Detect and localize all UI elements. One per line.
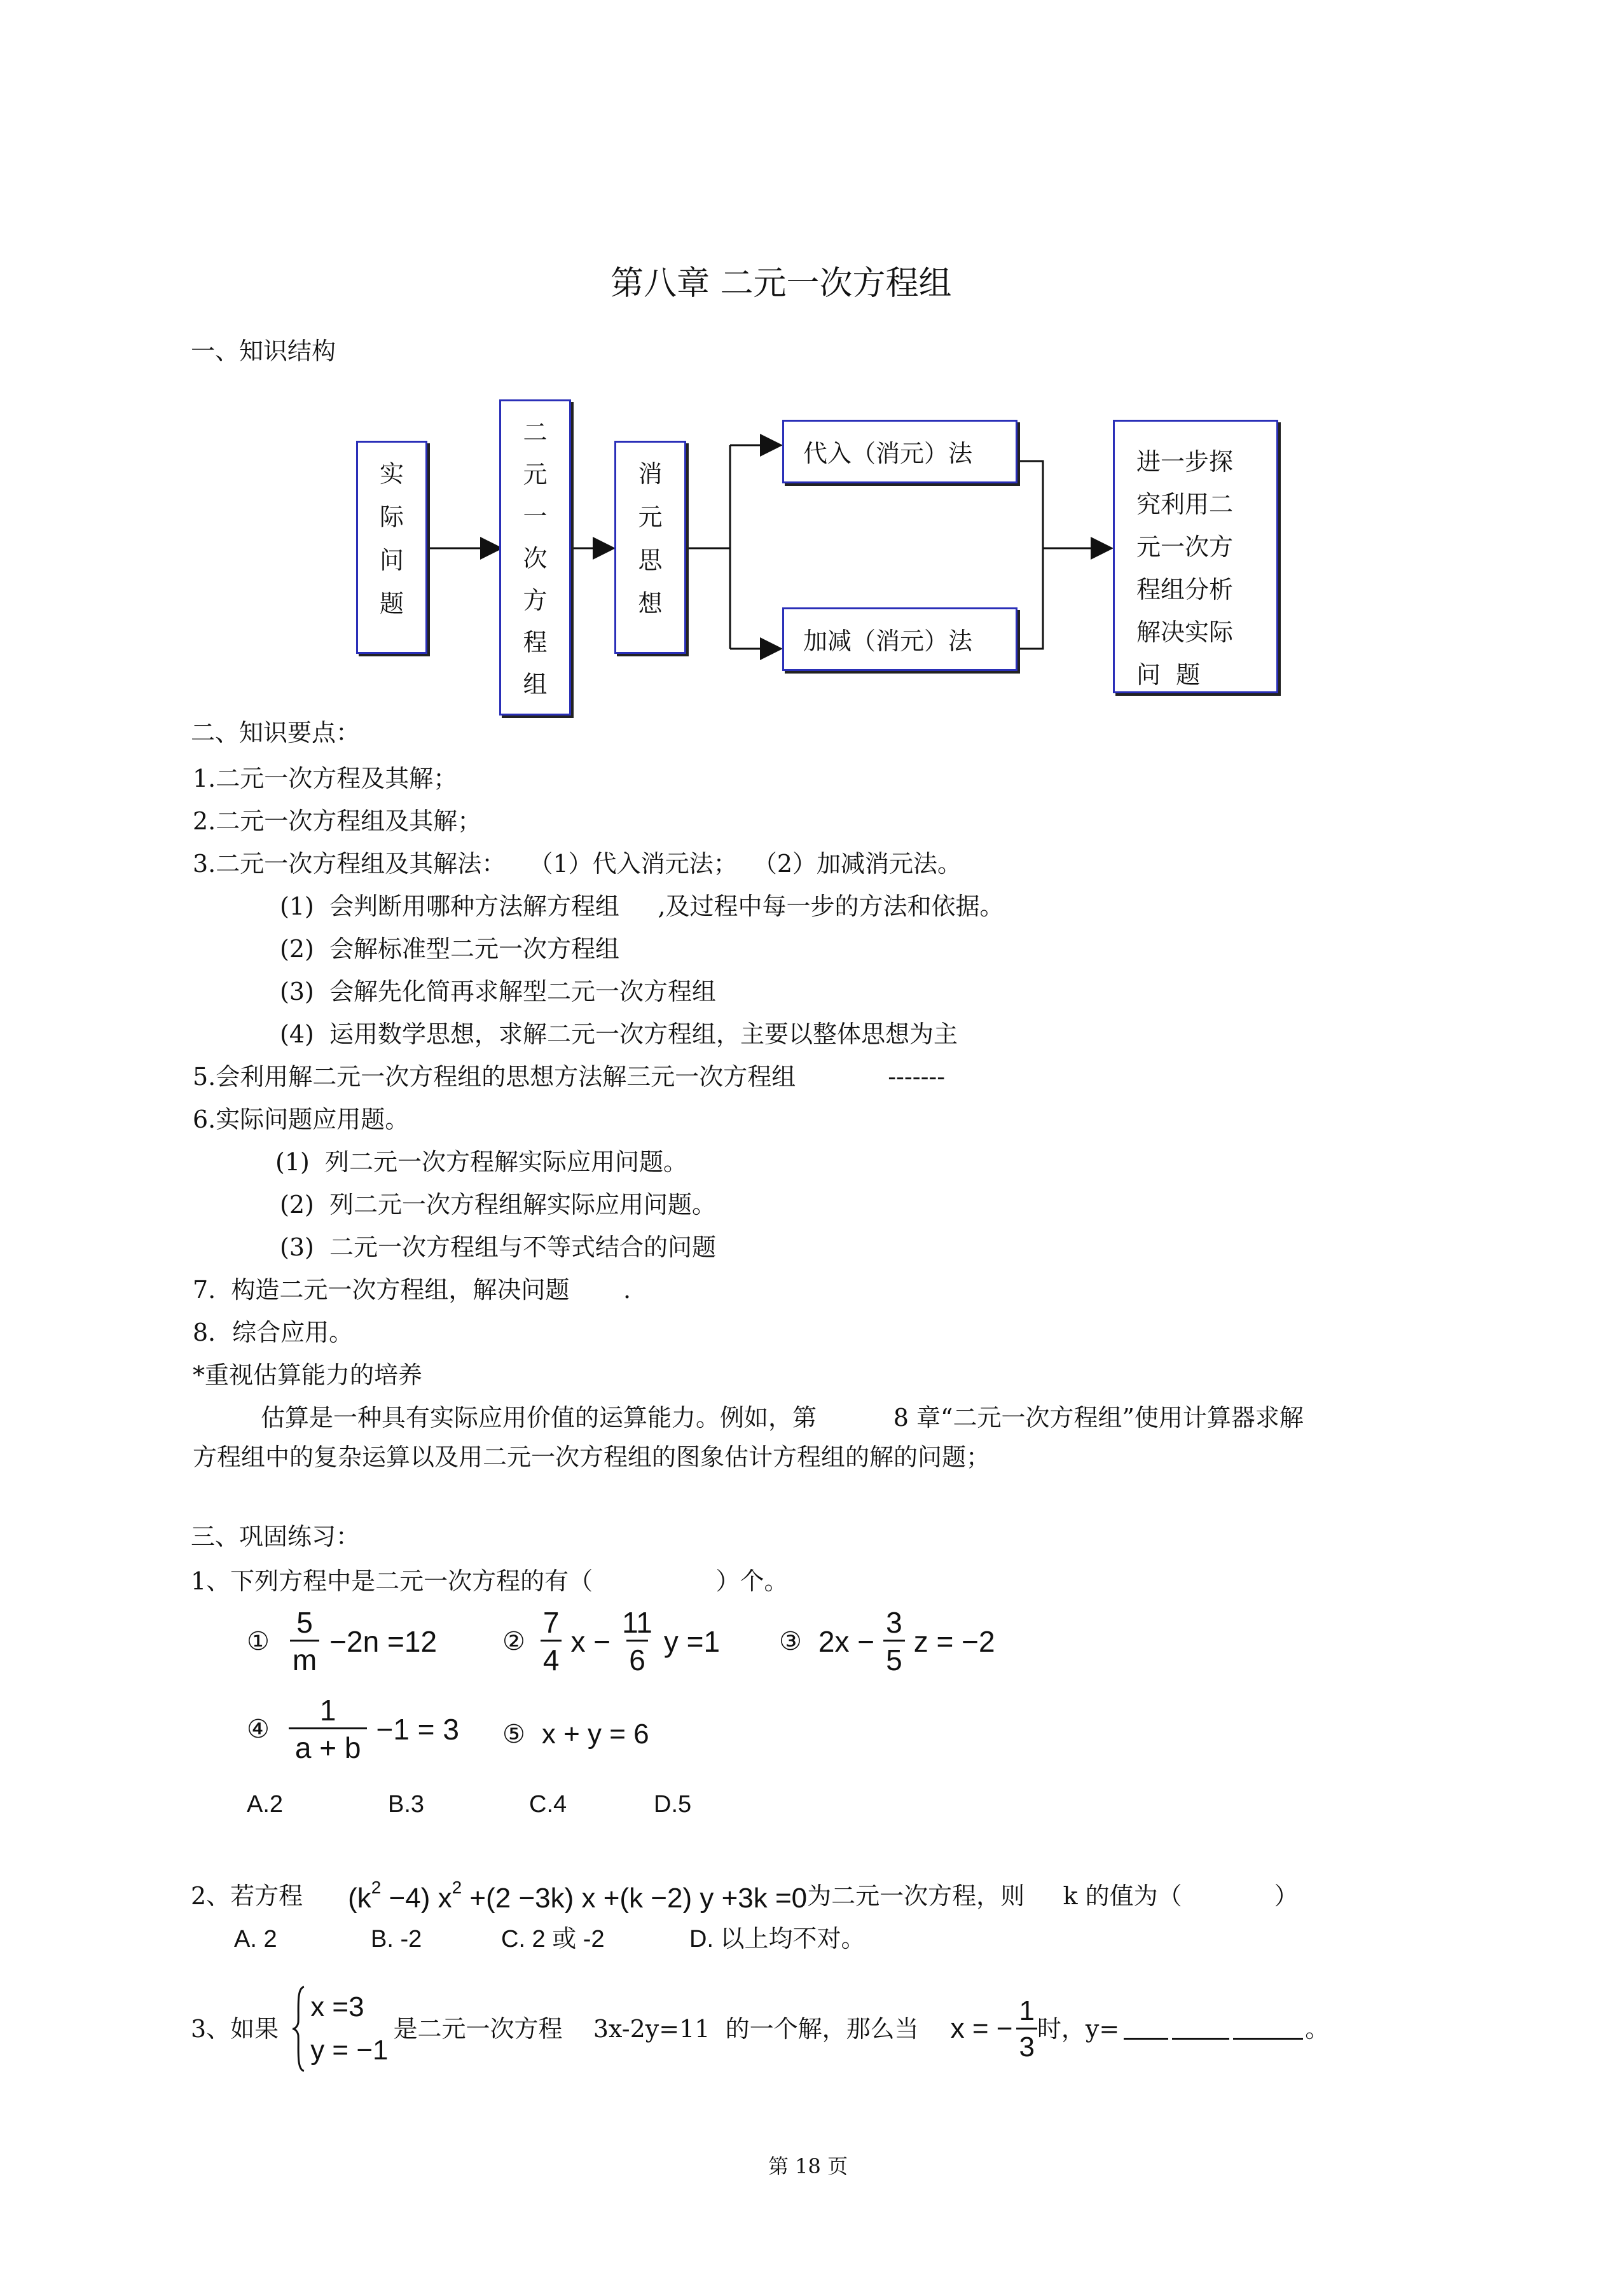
question-2-tail: 为二元一次方程，则 k 的值为（ ） <box>807 1881 1299 1910</box>
key-point-subitem: (3) 会解先化简再求解型二元一次方程组 <box>280 978 716 1006</box>
box-real-problem-char: 实 <box>379 460 404 488</box>
denominator: a + b <box>289 1727 368 1762</box>
key-point-subitem: (1) 列二元一次方程解实际应用问题。 <box>275 1148 687 1176</box>
key-point-subitem: (2) 会解标准型二元一次方程组 <box>280 935 619 963</box>
box-equation-system-char: 一 <box>523 502 548 530</box>
system-row: x =3 <box>310 1991 364 2023</box>
box-substitution-label: 代入（消元）法 <box>803 439 973 467</box>
denominator: 5 <box>883 1640 905 1675</box>
q1-equation-2 <box>502 1608 720 1675</box>
box-equation-system <box>499 399 571 716</box>
circled-number: ② <box>502 1627 525 1656</box>
q1-equation-5 <box>502 1720 649 1748</box>
option-c: C. 2 或 -2 <box>501 1926 605 1953</box>
box-further-study <box>1113 420 1278 693</box>
box-equation-system-char: 元 <box>523 460 548 488</box>
option-c: C.4 <box>529 1791 567 1818</box>
circled-number: ⑤ <box>502 1720 525 1748</box>
section-heading-structure: 一、知识结构 <box>191 337 336 365</box>
equation-tail: y =1 <box>663 1624 721 1658</box>
eq-part: (k <box>348 1883 371 1914</box>
box-equation-system-char: 程 <box>523 628 548 656</box>
numerator: 1 <box>319 1694 336 1727</box>
question-3-tail: 时，y= <box>1037 2015 1120 2043</box>
key-point-item: 6.实际问题应用题。 <box>193 1105 410 1133</box>
denominator: 4 <box>541 1640 562 1675</box>
box-elimination-idea-char: 消 <box>638 460 663 488</box>
numerator: 11 <box>622 1606 652 1639</box>
box-elimination-idea <box>614 441 686 654</box>
circled-number: ③ <box>779 1627 802 1656</box>
q1-equation-4 <box>247 1696 459 1762</box>
question-3-end: 。 <box>1305 2015 1330 2043</box>
box-substitution-method <box>782 420 1017 483</box>
option-d: D. 以上均不对。 <box>689 1926 866 1953</box>
denominator: 6 <box>626 1640 648 1675</box>
q1-equation-3 <box>779 1608 995 1675</box>
equation-text: x + y = 6 <box>541 1719 649 1750</box>
box-further-line: 进一步探 <box>1136 448 1234 476</box>
question-3 <box>191 1978 1329 2080</box>
option-b: B.3 <box>388 1791 425 1818</box>
key-point-subitem: (3) 二元一次方程组与不等式结合的问题 <box>280 1233 716 1261</box>
box-equation-system-char: 二 <box>523 418 548 446</box>
section-heading-key-points: 二、知识要点： <box>191 719 361 747</box>
denominator: 3 <box>1016 2028 1037 2061</box>
box-further-line: 程组分析 <box>1136 576 1234 604</box>
key-point-item: 7. 构造二元一次方程组，解决问题 . <box>193 1276 631 1304</box>
question-1-stem: 1、下列方程中是二元一次方程的有（ ）个。 <box>191 1567 789 1595</box>
equation-tail: z = −2 <box>913 1624 995 1658</box>
x-value-prefix: x = − <box>950 2013 1013 2044</box>
box-further-line: 问 题 <box>1136 661 1201 689</box>
box-further-line: 解决实际 <box>1136 618 1234 646</box>
question-2-label: 2、若方程 <box>191 1881 303 1910</box>
box-equation-system-char: 次 <box>523 544 548 572</box>
box-further-line: 究利用二 <box>1136 490 1234 518</box>
box-further-line: 元一次方 <box>1136 533 1234 561</box>
numerator: 5 <box>296 1606 313 1639</box>
numerator: 3 <box>886 1606 902 1639</box>
blank-line <box>1233 2019 1303 2040</box>
option-a: A. 2 <box>234 1926 277 1953</box>
system-rows <box>310 1993 388 2064</box>
merge-bracket <box>1017 461 1043 649</box>
denominator: m <box>290 1640 319 1675</box>
page-title: 第八章 二元一次方程组 <box>610 265 952 303</box>
box-equation-system-char: 方 <box>523 586 548 614</box>
key-point-item: 1.二元一次方程及其解； <box>193 764 458 792</box>
equation-head: 2x − <box>818 1624 875 1658</box>
fraction <box>619 1608 655 1675</box>
x-value <box>951 1997 1037 2061</box>
exponent: 2 <box>371 1878 382 1897</box>
box-elimination-idea-char: 思 <box>638 546 663 574</box>
eq-part: +(2 −3k) x +(k −2) y +3k =0 <box>462 1883 808 1914</box>
blank-line <box>1124 2019 1168 2040</box>
question-3-label: 3、如果 <box>191 2015 279 2043</box>
key-point-item: 5.会利用解二元一次方程组的思想方法解三元一次方程组 ------- <box>193 1063 946 1091</box>
key-point-item: *重视估算能力的培养 <box>193 1361 423 1389</box>
numerator: 7 <box>542 1606 560 1639</box>
fraction <box>883 1608 905 1675</box>
key-point-item: 8．综合应用。 <box>193 1318 354 1346</box>
key-point-subitem: (4) 运用数学思想，求解二元一次方程组，主要以整体思想为主 <box>280 1020 958 1048</box>
box-elimination-idea-char: 想 <box>638 590 663 618</box>
option-a: A.2 <box>247 1791 284 1818</box>
circled-number: ① <box>247 1627 270 1656</box>
fraction <box>541 1608 562 1675</box>
key-point-item: 3.二元一次方程组及其解法： （1）代入消元法； （2）加减消元法。 <box>193 850 962 878</box>
question-3-middle: 是二元一次方程 3x-2y=11 的一个解，那么当 <box>393 2015 919 2043</box>
fraction <box>290 1608 319 1675</box>
option-b: B. -2 <box>371 1926 422 1953</box>
curly-brace-icon <box>291 1984 307 2073</box>
key-point-item: 2.二元一次方程组及其解； <box>193 807 482 835</box>
equation-tail: −1 = 3 <box>376 1712 459 1746</box>
fraction <box>1016 1997 1037 2061</box>
box-real-problem-char: 题 <box>379 590 404 618</box>
box-real-problem-char: 问 <box>379 546 404 574</box>
equation-system <box>291 1984 388 2073</box>
exponent: 2 <box>452 1878 462 1897</box>
blank-line <box>1172 2019 1229 2040</box>
circled-number: ④ <box>247 1715 270 1743</box>
eq-part: −4) x <box>381 1883 452 1914</box>
page-number: 第 18 页 <box>768 2154 848 2178</box>
key-point-paragraph: 方程组中的复杂运算以及用二元一次方程组的图象估计方程组的解的问题； <box>193 1443 991 1471</box>
q1-equation-1 <box>247 1608 437 1675</box>
option-d: D.5 <box>654 1791 692 1818</box>
system-row: y = −1 <box>310 2035 389 2066</box>
equation-tail: −2n =12 <box>329 1624 438 1658</box>
box-addsub-method <box>782 607 1017 671</box>
answer-blank[interactable] <box>1122 2019 1305 2040</box>
fraction <box>289 1696 368 1762</box>
box-equation-system-char: 组 <box>523 670 548 698</box>
numerator: 1 <box>1019 1995 1035 2026</box>
section-heading-practice: 三、巩固练习： <box>191 1523 361 1551</box>
equation-middle: x − <box>570 1624 611 1658</box>
box-real-problem-char: 际 <box>379 503 404 531</box>
box-elimination-idea-char: 元 <box>638 503 663 531</box>
key-point-subitem: (1) 会判断用哪种方法解方程组 ,及过程中每一步的方法和依据。 <box>280 892 1004 920</box>
key-point-subitem: (2) 列二元一次方程组解实际应用问题。 <box>280 1191 716 1219</box>
box-real-problem <box>356 441 427 654</box>
key-point-paragraph: 估算是一种具有实际应用价值的运算能力。例如，第 8 章“二元一次方程组”使用计算器求解 <box>261 1404 1304 1432</box>
box-addsub-label: 加减（消元）法 <box>803 627 973 655</box>
